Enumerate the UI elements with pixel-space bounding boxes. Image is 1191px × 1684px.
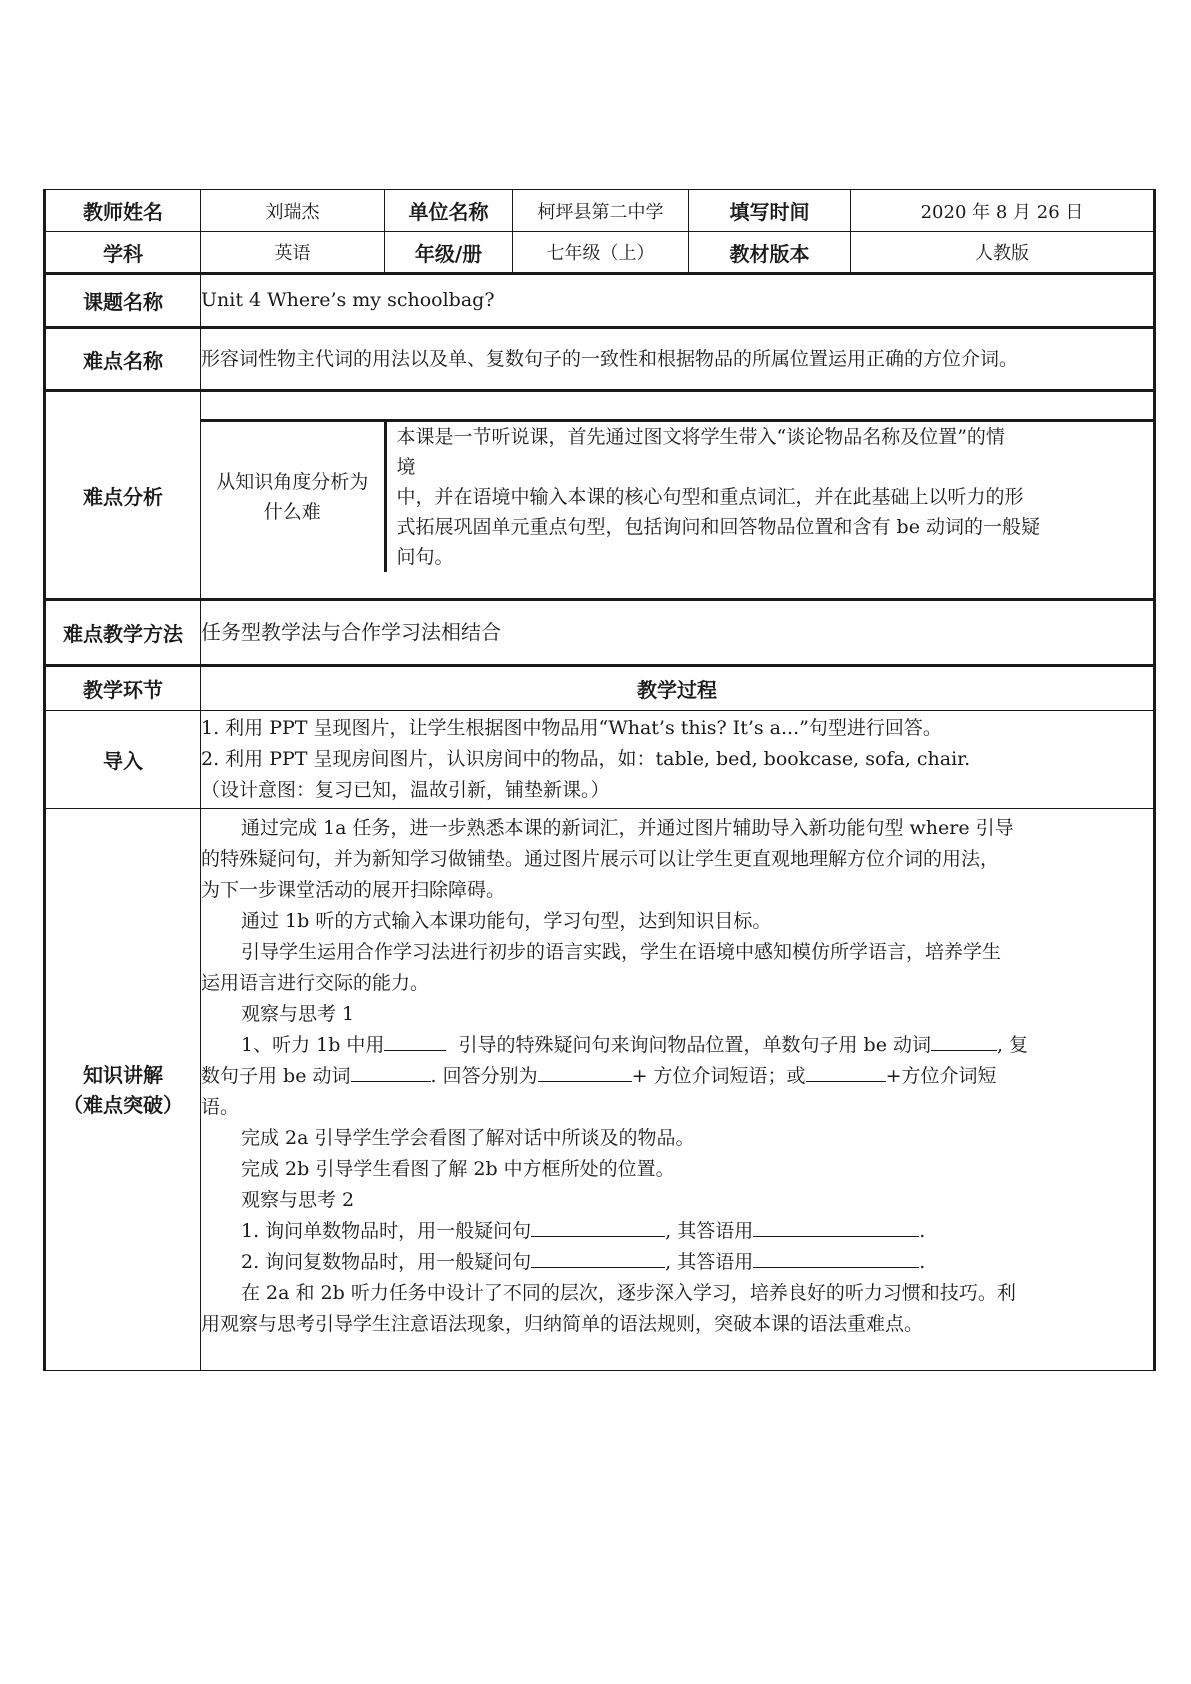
- analysis-line: 本课是一节听说课，首先通过图文将学生带入“谈论物品名称及位置”的情: [396, 425, 1005, 448]
- intro-row: [45, 711, 1155, 809]
- topic-value: Unit 4 Where’s my schoolbag?: [201, 274, 1155, 328]
- difficulty-row: [45, 328, 1155, 391]
- fill-time-label: 填写时间: [689, 190, 851, 232]
- knowledge-row: [45, 809, 1155, 1371]
- header-row-1: [45, 190, 1155, 232]
- analysis-sub-label: 从知识角度分析为什么难: [201, 420, 385, 572]
- method-row: [45, 600, 1155, 666]
- knowledge-label-line2: （难点突破）: [63, 1092, 183, 1117]
- intro-line: 1. 利用 PPT 呈现图片，让学生根据图中物品用“What’s this? It’s a...”句型进行回答。: [201, 717, 942, 739]
- paragraph: 通过 1b 听的方式输入本课功能句，学习句型，达到知识目标。: [241, 910, 772, 932]
- grade-value: 七年级（上）: [513, 232, 689, 274]
- subject-value: 英语: [201, 232, 385, 274]
- teacher-name-label: 教师姓名: [45, 190, 201, 232]
- paragraph: 运用语言进行交际的能力。: [201, 972, 430, 994]
- intro-content: [201, 711, 1155, 809]
- fill-blank-question: 语。: [201, 1096, 240, 1118]
- method-label: 难点教学方法: [45, 600, 201, 666]
- topic-label: 课题名称: [45, 274, 201, 328]
- answer-blank: [531, 1218, 665, 1237]
- paragraph: 引导学生运用合作学习法进行初步的语言实践，学生在语境中感知模仿所学语言，培养学生: [241, 941, 1002, 963]
- edition-label: 教材版本: [689, 232, 851, 274]
- lesson-plan-table: [43, 189, 1153, 1371]
- answer-blank: [538, 1063, 632, 1082]
- paragraph: 的特殊疑问句，并为新知学习做铺垫。通过图片展示可以让学生更直观地理解方位介词的用法，: [201, 848, 1000, 870]
- fill-blank-question: 1. 询问单数物品时，用一般疑问句 , 其答语用 .: [241, 1220, 926, 1242]
- knowledge-content: [201, 809, 1155, 1371]
- answer-blank: [384, 1032, 446, 1051]
- intro-line: 2. 利用 PPT 呈现房间图片，认识房间中的物品，如：table, bed, bookcase, sofa, chair.: [201, 748, 971, 770]
- knowledge-label: [45, 809, 201, 1371]
- difficulty-label: 难点名称: [45, 328, 201, 391]
- paragraph: 通过完成 1a 任务，进一步熟悉本课的新词汇，并通过图片辅助导入新功能句型 where 引导: [241, 817, 1014, 839]
- paragraph: 完成 2a 引导学生学会看图了解对话中所谈及的物品。: [241, 1127, 695, 1149]
- stage-header: 教学环节: [45, 666, 201, 711]
- difficulty-value: 形容词性物主代词的用法以及单、复数句子的一致性和根据物品的所属位置运用正确的方位介词。: [201, 328, 1155, 391]
- intro-line: （设计意图：复习已知，温故引新，铺垫新课。）: [201, 779, 610, 801]
- analysis-row: [45, 391, 1155, 600]
- topic-row: [45, 274, 1155, 328]
- paragraph: 在 2a 和 2b 听力任务中设计了不同的层次，逐步深入学习，培养良好的听力习惯和技巧。利: [241, 1282, 1016, 1304]
- analysis-content: [201, 391, 1155, 600]
- answer-blank: [531, 1249, 665, 1268]
- analysis-text: [385, 420, 1153, 572]
- analysis-line: 境: [396, 455, 416, 478]
- header-row-2: [45, 232, 1155, 274]
- process-header: 教学过程: [201, 666, 1155, 711]
- fill-time-value: 2020 年 8 月 26 日: [851, 190, 1155, 232]
- answer-blank: [753, 1218, 919, 1237]
- answer-blank: [351, 1063, 431, 1082]
- answer-blank: [753, 1249, 919, 1268]
- method-value: 任务型教学法与合作学习法相结合: [201, 600, 1155, 666]
- analysis-line: 中，并在语境中输入本课的核心句型和重点词汇，并在此基础上以听力的形: [396, 485, 1024, 508]
- answer-blank: [931, 1032, 997, 1051]
- analysis-line: 问句。: [396, 545, 454, 568]
- paragraph: 完成 2b 引导学生看图了解 2b 中方框所处的位置。: [241, 1158, 675, 1180]
- analysis-line: 式拓展巩固单元重点句型，包括询问和回答物品位置和含有 be 动词的一般疑: [396, 515, 1040, 538]
- intro-label: 导入: [45, 711, 201, 809]
- unit-name-label: 单位名称: [385, 190, 513, 232]
- paragraph: 用观察与思考引导学生注意语法现象，归纳简单的语法规则，突破本课的语法重难点。: [201, 1313, 924, 1335]
- observation-heading: 观察与思考 2: [241, 1189, 355, 1211]
- answer-blank: [806, 1063, 886, 1082]
- grade-label: 年级/册: [385, 232, 513, 274]
- unit-name-value: 柯坪县第二中学: [513, 190, 689, 232]
- fill-blank-question: 数句子用 be 动词 . 回答分别为 + 方位介词短语；或 +方位介词短: [201, 1065, 997, 1087]
- observation-heading: 观察与思考 1: [241, 1003, 355, 1025]
- analysis-label: 难点分析: [45, 391, 201, 600]
- teacher-name-value: 刘瑞杰: [201, 190, 385, 232]
- process-header-row: [45, 666, 1155, 711]
- fill-blank-question: 2. 询问复数物品时，用一般疑问句 , 其答语用 .: [241, 1251, 926, 1273]
- fill-blank-question: 1、听力 1b 中用 引导的特殊疑问句来询问物品位置，单数句子用 be 动词 , 复: [241, 1034, 1029, 1056]
- knowledge-label-line1: 知识讲解: [83, 1062, 163, 1087]
- edition-value: 人教版: [851, 232, 1155, 274]
- subject-label: 学科: [45, 232, 201, 274]
- paragraph: 为下一步课堂活动的展开扫除障碍。: [201, 879, 506, 901]
